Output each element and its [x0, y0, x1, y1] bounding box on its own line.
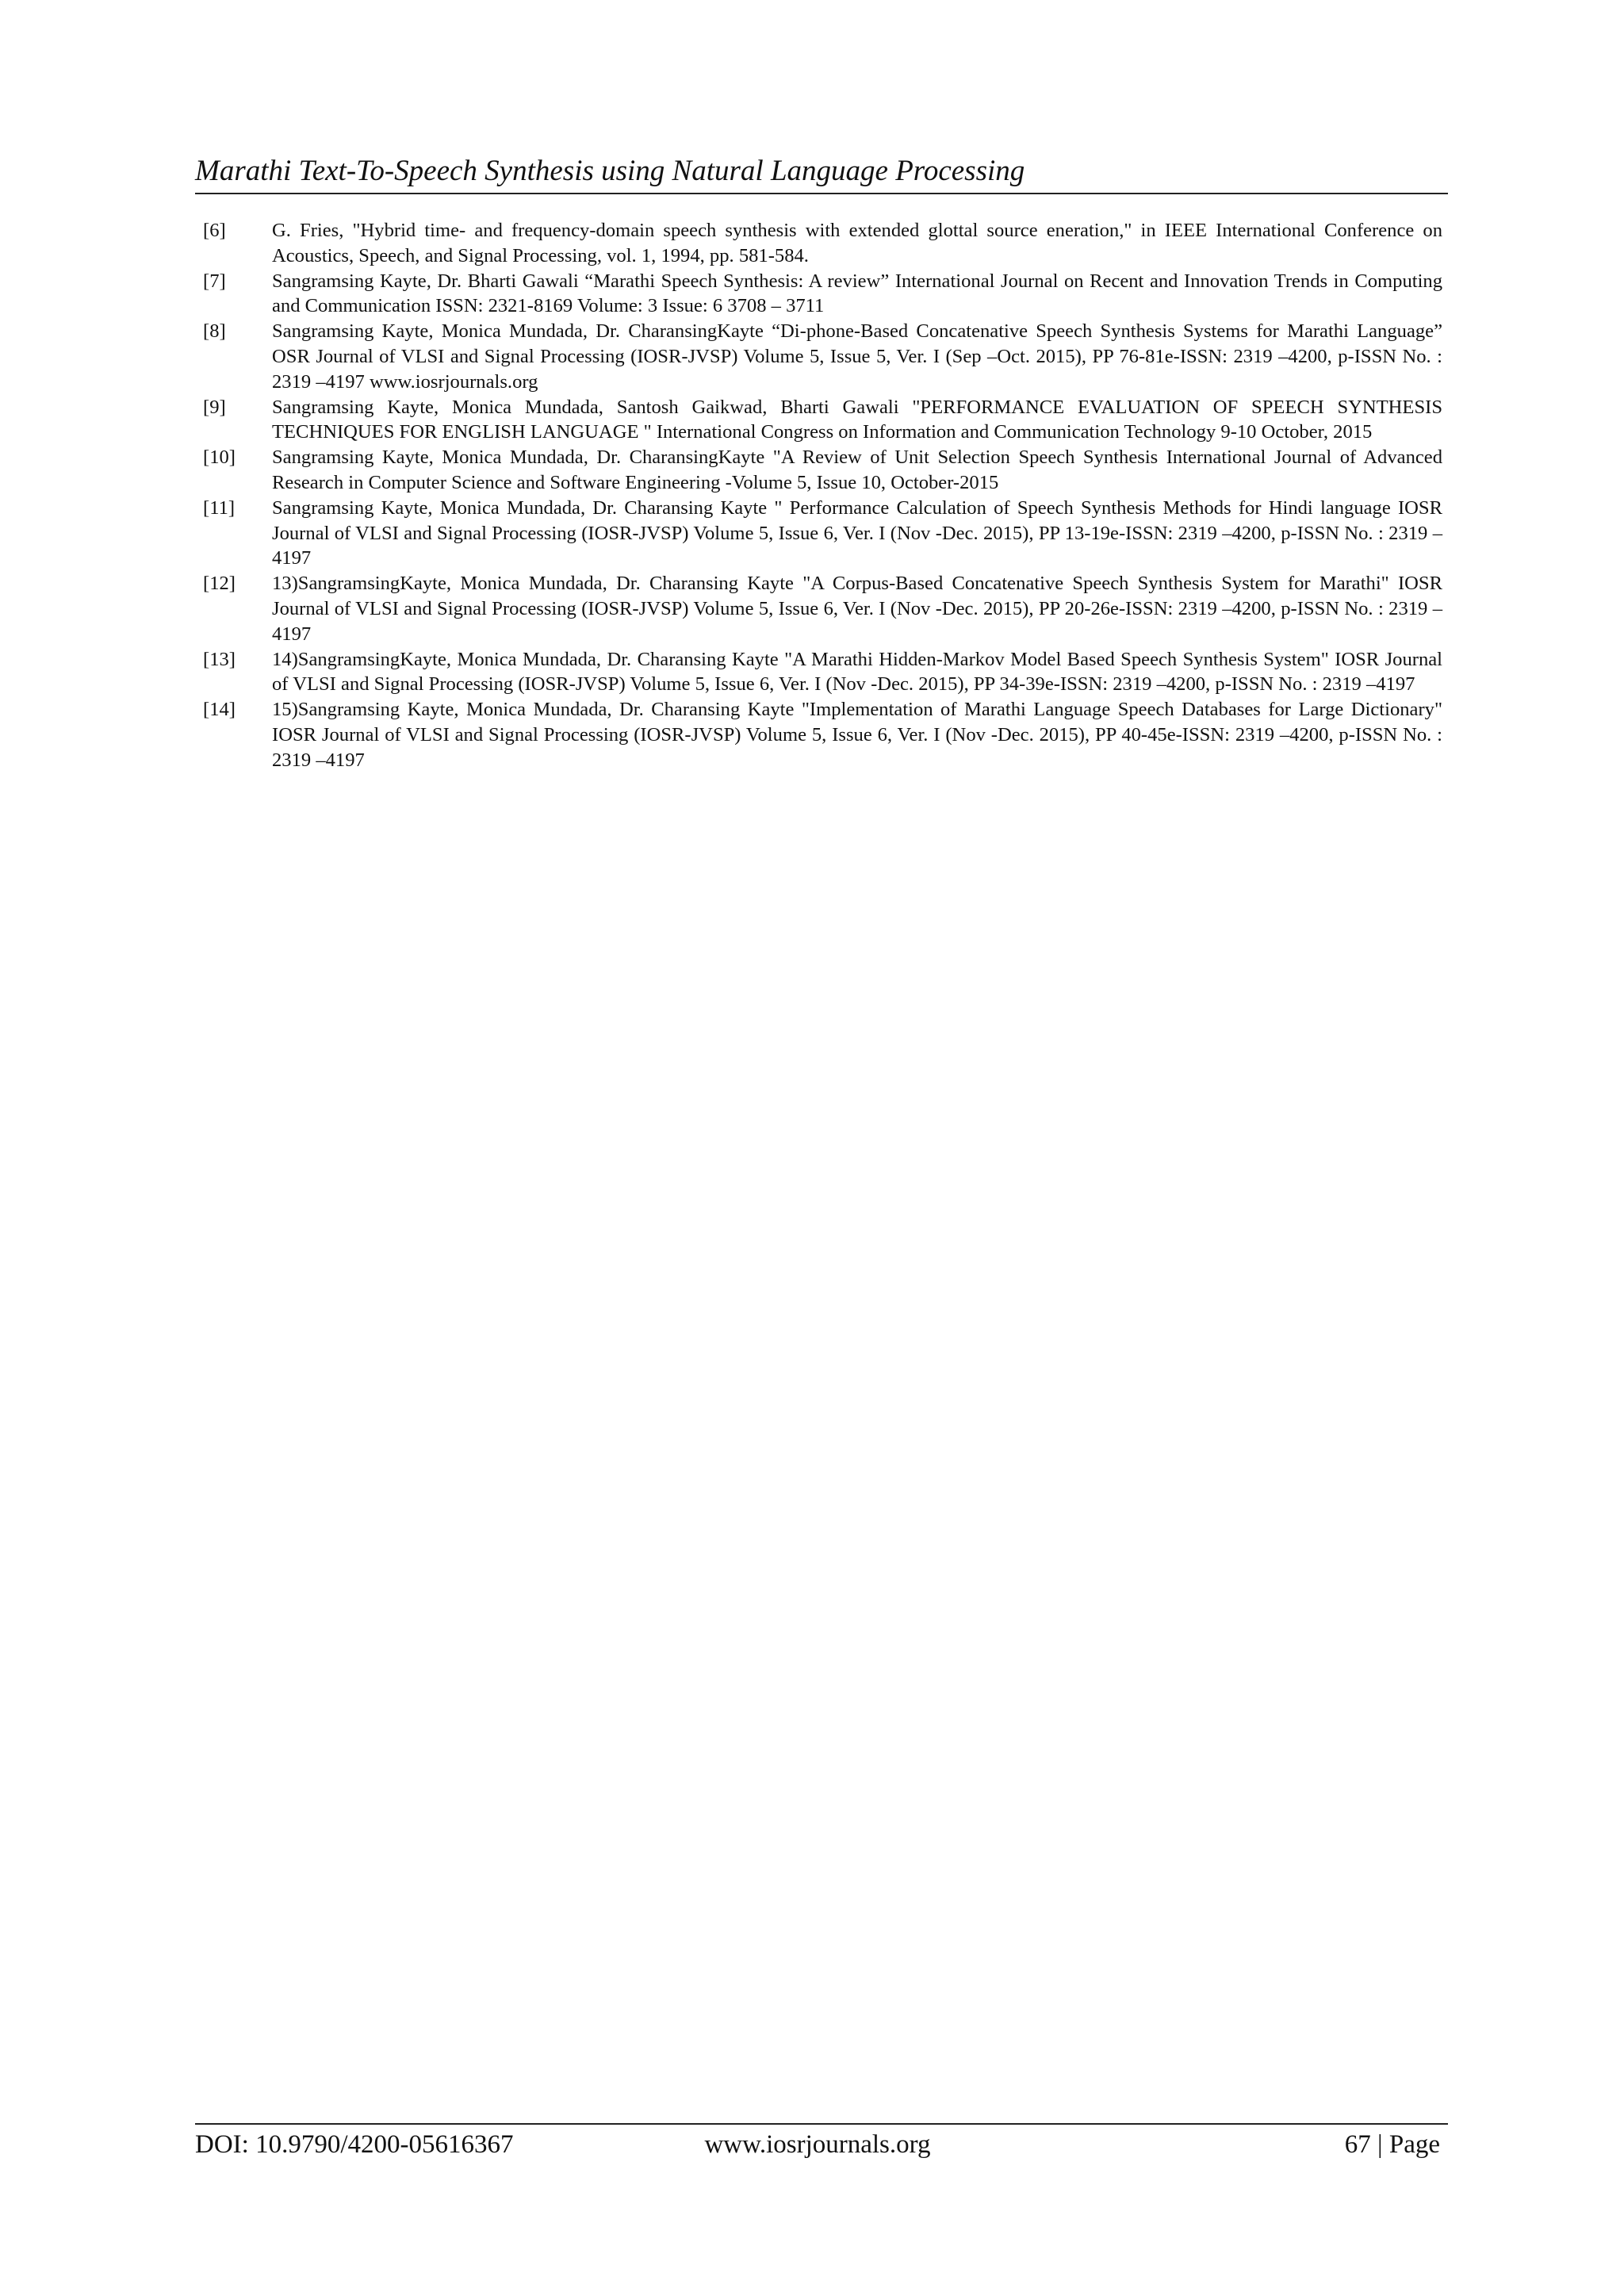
reference-text: Sangramsing Kayte, Monica Mundada, Dr. CharansingKayte “Di-phone-Based Concatenative Speech Synthesis Systems for Marathi Language” OSR Journal of VLSI and Signal Processing (IOSR-JVSP) Volume 5, Issue 5, Ver. I (Sep –Oct. 2015), PP 76-81e-ISSN: 2319 –4200, p-ISSN No. : 2319 –4197 www.iosrjournals.org	[272, 320, 1442, 393]
reference-number: [6]	[203, 220, 226, 241]
reference-list	[203, 218, 1442, 773]
reference-text: 15)Sangramsing Kayte, Monica Mundada, Dr. Charansing Kayte "Implementation of Marathi Language Speech Databases for Large Dictionary" IOSR Journal of VLSI and Signal Processing (IOSR-JVSP) Volume 5, Issue 6, Ver. I (Nov -Dec. 2015), PP 40-45e-ISSN: 2319 –4200, p-ISSN No. : 2319 –4197	[272, 699, 1442, 771]
reference-item	[203, 319, 1442, 394]
reference-number: [9]	[203, 396, 226, 418]
reference-number: [10]	[203, 447, 236, 469]
reference-item	[203, 697, 1442, 772]
reference-item	[203, 445, 1442, 496]
reference-text: Sangramsing Kayte, Monica Mundada, Santosh Gaikwad, Bharti Gawali "PERFORMANCE EVALUATION OF SPEECH SYNTHESIS TECHNIQUES FOR ENGLISH LANGUAGE " International Congress on Information and Communication Technology 9-10 October, 2015	[272, 396, 1442, 443]
reference-text: 14)SangramsingKayte, Monica Mundada, Dr. Charansing Kayte "A Marathi Hidden-Markov Model Based Speech Synthesis System" IOSR Journal of VLSI and Signal Processing (IOSR-JVSP) Volume 5, Issue 6, Ver. I (Nov -Dec. 2015), PP 34-39e-ISSN: 2319 –4200, p-ISSN No. : 2319 –4197	[272, 648, 1442, 696]
footer-page-number: 67 | Page	[1344, 2130, 1440, 2159]
reference-item	[203, 269, 1442, 320]
reference-number: [8]	[203, 320, 226, 343]
reference-text: Sangramsing Kayte, Monica Mundada, Dr. Charansing Kayte " Performance Calculation of Speech Synthesis Methods for Hindi language IOSR Journal of VLSI and Signal Processing (IOSR-JVSP) Volume 5, Issue 6, Ver. I (Nov -Dec. 2015), PP 13-19e-ISSN: 2319 –4200, p-ISSN No. : 2319 –4197	[272, 496, 1442, 569]
reference-item	[203, 395, 1442, 446]
reference-text: G. Fries, "Hybrid time- and frequency-domain speech synthesis with extended glottal source eneration," in IEEE International Conference on Acoustics, Speech, and Signal Processing, vol. 1, 1994, pp. 581-584.	[272, 220, 1442, 266]
footer-website: www.iosrjournals.org	[704, 2130, 931, 2159]
reference-text: Sangramsing Kayte, Dr. Bharti Gawali “Marathi Speech Synthesis: A review” International Journal on Recent and Innovation Trends in Computing and Communication ISSN: 2321-8169 Volume: 3 Issue: 6 3708 – 3711	[272, 270, 1442, 317]
reference-item	[203, 218, 1442, 269]
running-header-title: Marathi Text-To-Speech Synthesis using Natural Language Processing	[195, 155, 1025, 187]
reference-number: [11]	[203, 496, 236, 519]
footer-doi: DOI: 10.9790/4200-05616367	[195, 2130, 514, 2159]
header-divider	[195, 193, 1448, 194]
reference-number: [12]	[203, 573, 236, 595]
reference-text: 13)SangramsingKayte, Monica Mundada, Dr. Charansing Kayte "A Corpus-Based Concatenative Speech Synthesis System for Marathi" IOSR Journal of VLSI and Signal Processing (IOSR-JVSP) Volume 5, Issue 6, Ver. I (Nov -Dec. 2015), PP 20-26e-ISSN: 2319 –4200, p-ISSN No. : 2319 –4197	[272, 573, 1442, 645]
footer-divider	[195, 2123, 1448, 2125]
reference-item	[203, 647, 1442, 698]
reference-number: [7]	[203, 270, 226, 292]
reference-item	[203, 571, 1442, 646]
reference-text: Sangramsing Kayte, Monica Mundada, Dr. CharansingKayte "A Review of Unit Selection Speech Synthesis International Journal of Advanced Research in Computer Science and Software Engineering -Volume 5, Issue 10, October-2015	[272, 447, 1442, 493]
reference-number: [14]	[203, 699, 236, 721]
reference-number: [13]	[203, 648, 236, 670]
page-footer	[195, 2127, 1440, 2162]
reference-item	[203, 496, 1442, 571]
